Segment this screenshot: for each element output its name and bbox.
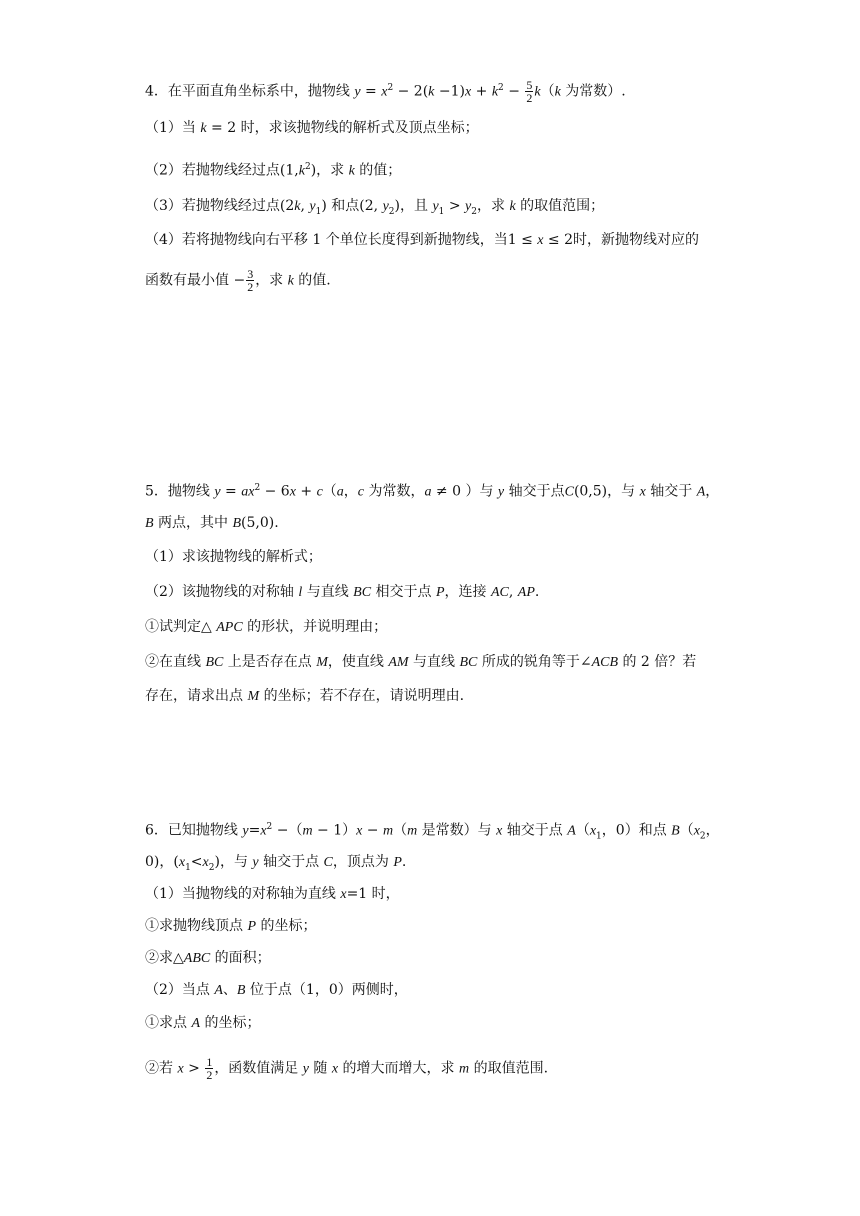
var: a [424,484,432,500]
var: A [696,484,706,500]
var: APC [216,620,243,635]
text: 存在，请求出点 [145,688,248,704]
text: > [444,198,466,214]
text: − 6 [260,483,290,500]
fraction [246,268,254,293]
text: 的坐标； [256,918,317,934]
text: 4．在平面直角坐标系中，抛物线 [145,83,355,100]
text: 为常数）. [560,83,626,100]
var: ACB [591,655,619,670]
text: ①求点 [145,1015,192,1031]
q5-part2b-line1 [145,652,760,673]
var: m [302,823,313,839]
text: = [248,822,261,839]
var: y [497,484,505,500]
text: ) [321,198,327,214]
q5-part2 [145,582,760,603]
q6-part1b [145,948,760,969]
text: 两点，其中 [153,515,233,531]
var: y [252,855,259,870]
text: ，顶点为 [332,854,394,870]
var: B [236,983,246,998]
text: ≠ 0 ）与 [431,483,498,500]
text: ，函数值满足 [214,1060,303,1077]
fraction [525,79,533,104]
text: . [401,854,407,870]
text: （1）求该抛物线的解析式； [145,549,322,565]
var: k [509,199,516,214]
text: , [300,198,310,214]
text: 0)，( [145,854,179,870]
var: BC [459,655,478,670]
exponent: 2 [498,83,504,93]
var: y [302,1061,309,1077]
text: 相交于点 [371,584,436,600]
q4-stem [145,78,760,104]
text: −（ [272,822,303,839]
var: ax [241,484,255,500]
var: y [214,484,221,500]
text: > [183,1060,205,1077]
var: x [289,484,296,500]
q6-stem-line1 [145,817,760,846]
text: （2）该抛物线的对称轴 [145,584,299,600]
text: （ [575,822,590,839]
var: B [145,516,154,531]
var: x [260,823,267,839]
text: ≤ 2时，新抛物线对应的 [543,232,700,248]
var: k [491,84,499,100]
var: P [435,585,445,600]
var: AM [388,655,409,670]
var: k [554,84,561,100]
var: A [567,823,576,839]
text: = [220,483,242,500]
text: 的坐标；若不存在，请说明理由. [259,688,465,704]
text: 的 2 倍？若 [618,654,697,670]
var: AC [490,585,509,600]
var: k [298,163,305,179]
exponent: 2 [387,83,394,93]
text: （4）若将抛物线向右平移 1 个单位长度得到新抛物线，当1 ≤ [145,232,538,248]
text: 和点 [326,198,360,214]
var: y [432,199,439,214]
text: （ [393,822,408,839]
var: P [247,919,257,934]
var: x [496,823,503,839]
var: a [336,484,344,500]
text: ②求△ [145,950,184,966]
var: BC [205,655,224,670]
text: ②若 [145,1060,178,1077]
q6-part2b [145,1056,760,1081]
text: 轴交于点 [504,483,565,500]
var: k [428,84,435,100]
fraction [205,1056,213,1081]
text: 的值； [354,162,402,179]
subscript: 2 [471,206,477,217]
var: y [309,199,316,214]
var: y [382,199,389,214]
q5-stem-line1 [145,478,760,503]
var: x [464,84,472,100]
var: x [340,887,347,902]
var: x [589,823,597,839]
text: （1）当 [145,120,201,136]
var: k [348,163,355,179]
text: ， [705,822,720,839]
text: 位于点（1，0）两侧时， [245,982,408,998]
text: 的形状，并说明理由； [242,619,388,635]
text: (2 [279,198,295,214]
text: + [471,83,492,100]
q4-part1 [145,118,760,139]
var: x [331,1061,339,1077]
q5-part1 [145,547,760,567]
var: A [214,983,223,998]
var: BC [353,585,372,600]
q5-stem-line2 [145,513,760,534]
q6-part1 [145,884,760,905]
text: 的取值范围. [469,1060,549,1077]
text: , [508,584,518,600]
var: P [393,855,402,870]
q4-part2 [145,157,760,182]
var: c [357,484,365,500]
text: 为常数， [364,483,425,500]
text: . [274,515,279,531]
var: x [537,233,544,248]
var: x [639,484,646,500]
text: 的值. [293,272,331,289]
text: 的取值范围； [515,198,605,214]
text: （ [679,822,694,839]
var: k [534,84,541,100]
text: − [362,822,383,839]
var: x [177,1061,184,1077]
text: ) [394,198,400,214]
var: ABC [183,951,211,966]
q5-part2b-line2 [145,686,760,707]
subscript: 2 [699,831,706,842]
text: ，0）和点 [601,822,672,839]
var: c [316,484,323,500]
text: （1）当抛物线的对称轴为直线 [145,886,341,902]
text: （2）若抛物线经过点 [145,162,280,179]
numerator: 3 [247,267,254,281]
text: （ [540,83,555,100]
text: 上是否存在点 [223,654,317,670]
denominator: 2 [206,1068,213,1082]
text: 轴交于点 [258,854,324,870]
var: k [200,121,207,136]
text: =1 时， [346,886,400,902]
q5-part2a [145,617,760,638]
q6-part1a [145,916,760,937]
var: k [294,199,301,214]
text: 6．已知抛物线 [145,822,243,839]
var: y [242,823,249,839]
var: x [202,855,209,870]
text: (2, [359,198,383,214]
text: − [503,83,525,100]
text: 的坐标； [200,1015,261,1031]
var: B [671,823,680,839]
text: < [190,854,203,870]
text: ， [343,483,358,500]
text: 与直线 [408,654,460,670]
text: ，使直线 [327,654,389,670]
var: x [178,855,186,870]
text: 、 [222,982,237,998]
q6-part2 [145,980,760,1001]
text: ，求 [316,162,349,179]
text: ，求 [255,272,288,289]
text: （3）若抛物线经过点 [145,198,280,214]
text: −1) [434,83,465,100]
var: C [564,484,574,500]
text: 5．抛物线 [145,483,215,500]
text: ①求抛物线顶点 [145,918,248,934]
text: 与直线 [302,584,354,600]
var: l [298,585,303,600]
var: k [287,273,294,289]
text: 的增大而增大，求 [338,1060,460,1077]
text: 是常数）与 [417,822,497,839]
numerator: 1 [206,1055,213,1069]
denominator: 2 [247,280,254,294]
var: x [356,823,363,839]
exponent: 2 [266,822,273,832]
subscript: 1 [596,831,602,842]
text: 的面积； [210,950,271,966]
numerator: 5 [526,78,533,93]
text: （2）当点 [145,982,215,998]
var: x [693,823,700,839]
text: ，与 [607,483,640,500]
subscript: 1 [315,206,322,217]
var: y [354,84,361,100]
q6-part2a [145,1013,760,1034]
text: = 2 时，求该抛物线的解析式及顶点坐标； [206,120,479,136]
subscript: 1 [438,206,445,217]
denominator: 2 [526,91,533,106]
text: 所成的锐角等于∠ [477,654,592,670]
text: （ [322,483,337,500]
var: x [381,84,388,100]
var: B [232,516,242,531]
exponent: 2 [304,162,311,172]
var: M [316,655,328,670]
text: ) [310,162,317,179]
text: (1, [279,162,299,179]
text: ①试判定△ [145,619,217,635]
var: A [191,1016,201,1031]
text: 轴交于点 [502,822,568,839]
var: M [247,689,260,704]
text: )，与 [214,854,253,870]
var: m [382,823,394,839]
subscript: 2 [388,206,395,217]
var: AP [517,585,535,600]
q6-stem-line2 [145,852,760,878]
text: + [295,483,317,500]
var: C [323,855,333,870]
text: ，求 [477,198,510,214]
var: m [407,823,418,839]
text: ，连接 [444,584,491,600]
text: 随 [308,1060,332,1077]
text: − 1） [312,822,357,839]
text: 轴交于 [645,483,697,500]
subscript: 2 [208,862,215,873]
exponent: 2 [254,483,261,493]
q4-part3 [145,196,760,222]
text: (5,0) [241,515,275,531]
text: ，且 [400,198,433,214]
q4-part4-line2 [145,268,760,293]
text: (0,5) [573,483,608,500]
subscript: 1 [185,862,191,873]
var: y [465,199,472,214]
text: = [360,83,382,100]
q4-part4-line1 [145,230,760,251]
text: 函数有最小值 − [145,272,246,289]
text: . [534,584,540,600]
var: m [459,1061,470,1077]
text: − 2( [393,83,429,100]
text: ②在直线 [145,654,206,670]
text: ， [705,483,720,500]
